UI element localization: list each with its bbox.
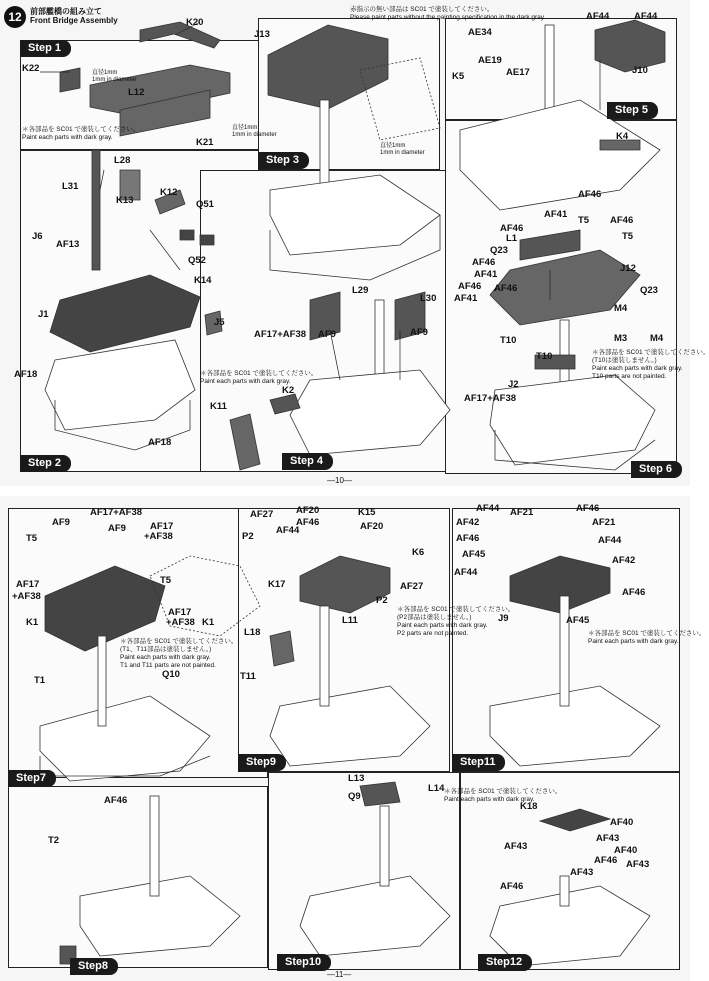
part-label: L13 — [348, 773, 365, 784]
part-label: L11 — [342, 615, 358, 626]
step6-paint-note: ＊各部品を SC01 で塗装してください。 (T10は塗装しません。) Paint each parts with dark gray. T10 parts are not painted. — [592, 349, 709, 380]
part-label: AF42 — [456, 517, 480, 528]
part-label: AF41 — [454, 293, 478, 304]
part-label: AF46 — [500, 881, 524, 892]
step1-paint-note: ＊各部品を SC01 で塗装してください。 Paint each parts with dark gray. — [22, 126, 140, 141]
part-label: J13 — [254, 29, 270, 40]
part-label: AF21 — [510, 507, 534, 518]
part-label: K18 — [520, 801, 538, 812]
part-label: P2 — [242, 531, 254, 542]
part-label: AF46 — [456, 533, 480, 544]
part-label: L28 — [114, 155, 131, 166]
diameter-note-2: 直径1mm 1mm in diameter — [232, 125, 277, 138]
part-label: +AF38 — [166, 617, 195, 628]
part-label: AF46 — [576, 503, 600, 514]
part-label: T1 — [34, 675, 46, 686]
part-label: Q23 — [490, 245, 508, 256]
step10-paint-note: ＊各部品を SC01 で塗装してください。 Paint each parts with dark gray. — [444, 788, 562, 803]
part-label: J2 — [508, 379, 519, 390]
bottom-page-drawings — [0, 496, 690, 981]
diameter-note-1: 直径1mm 1mm in diameter — [92, 70, 137, 83]
part-label: L18 — [244, 627, 261, 638]
part-label: AF18 — [148, 437, 172, 448]
part-label: AF9 — [108, 523, 126, 534]
part-label: AF44 — [598, 535, 622, 546]
step-4-badge: Step 4 — [282, 453, 333, 470]
step11-paint-note: ＊各部品を SC01 で塗装してください。 Paint each parts with dark gray. — [588, 630, 706, 645]
part-label: L30 — [420, 293, 437, 304]
part-label: AF43 — [570, 867, 594, 878]
part-label: AF9 — [52, 517, 70, 528]
part-label: AF40 — [610, 817, 634, 828]
part-label: AF17+AF38 — [254, 329, 307, 340]
step-7-badge: Step7 — [8, 770, 56, 787]
part-label: T5 — [160, 575, 172, 586]
step9-paint-note: ＊各部品を SC01 で塗装してください。 (P2部品は塗装しません。) Paint each parts with dark gray. P2 parts are not painted. — [397, 606, 515, 637]
part-label: AF46 — [494, 283, 518, 294]
part-label: AF41 — [474, 269, 498, 280]
part-label: L12 — [128, 87, 145, 98]
part-label: K17 — [268, 579, 286, 590]
part-label: M3 — [614, 333, 628, 344]
step-8-badge: Step8 — [70, 958, 118, 975]
step-12-badge: Step12 — [478, 954, 532, 971]
part-label: AF44 — [586, 11, 610, 22]
part-label: AF43 — [596, 833, 620, 844]
part-label: AF43 — [504, 841, 528, 852]
part-label: T11 — [240, 671, 256, 682]
part-label: AF42 — [612, 555, 636, 566]
part-label: AF44 — [276, 525, 300, 536]
section-title-jp: 前部艦橋の組み立て — [30, 7, 102, 16]
part-label: K15 — [358, 507, 376, 518]
part-label: L29 — [352, 285, 369, 296]
step-1-badge: Step 1 — [20, 40, 71, 57]
part-label: J10 — [632, 65, 648, 76]
part-label: AF43 — [626, 859, 650, 870]
part-label: J6 — [32, 231, 43, 242]
step-9-badge: Step9 — [238, 754, 286, 771]
instruction-page-10 — [0, 0, 709, 486]
part-label: K22 — [22, 63, 40, 74]
part-label: AF27 — [400, 581, 424, 592]
part-label: AE34 — [468, 27, 492, 38]
part-label: AF46 — [104, 795, 128, 806]
part-label: K5 — [452, 71, 465, 82]
part-label: K21 — [196, 137, 214, 148]
part-label: AF46 — [296, 517, 320, 528]
part-label: L14 — [428, 783, 445, 794]
part-label: T5 — [578, 215, 590, 226]
step-2-badge: Step 2 — [20, 455, 71, 472]
part-label: Q52 — [188, 255, 206, 266]
part-label: L31 — [62, 181, 79, 192]
section-number-badge: 12 — [4, 6, 26, 28]
page-number: —11— — [327, 970, 352, 979]
part-label: J1 — [38, 309, 49, 320]
part-label: K6 — [412, 547, 425, 558]
part-label: K4 — [616, 131, 629, 142]
part-label: AF17 — [16, 579, 40, 590]
part-label: AE19 — [478, 55, 502, 66]
part-label: AF17 — [150, 521, 174, 532]
part-label: AF9 — [410, 327, 428, 338]
part-label: AF20 — [360, 521, 384, 532]
step-6-badge: Step 6 — [631, 461, 682, 478]
part-label: AF46 — [594, 855, 618, 866]
part-label: AF9 — [318, 329, 336, 340]
diameter-note-3: 直径1mm 1mm in diameter — [380, 143, 425, 156]
part-label: Q23 — [640, 285, 658, 296]
step-10-badge: Step10 — [277, 954, 331, 971]
instruction-page-11 — [0, 496, 706, 981]
part-label: AF45 — [566, 615, 590, 626]
part-label: AF17+AF38 — [90, 507, 143, 518]
part-label: AE17 — [506, 67, 530, 78]
part-label: AF41 — [544, 209, 568, 220]
part-label: J12 — [620, 263, 636, 274]
part-label: Q9 — [348, 791, 361, 802]
part-label: AF44 — [454, 567, 478, 578]
part-label: AF27 — [250, 509, 274, 520]
part-label: AF46 — [622, 587, 646, 598]
part-label: M4 — [614, 303, 628, 314]
part-label: AF46 — [610, 215, 634, 226]
part-label: AF17+AF38 — [464, 393, 517, 404]
part-label: AF17 — [168, 607, 192, 618]
part-label: T10 — [500, 335, 517, 346]
part-label: +AF38 — [144, 531, 173, 542]
part-label: AF20 — [296, 505, 320, 516]
part-label: AF46 — [578, 189, 602, 200]
step-3-badge: Step 3 — [258, 152, 309, 169]
part-label: K1 — [26, 617, 39, 628]
part-label: AF45 — [462, 549, 486, 560]
part-label: AF46 — [458, 281, 482, 292]
part-label: P2 — [376, 595, 388, 606]
part-label: K20 — [186, 17, 204, 28]
part-label: K14 — [194, 275, 212, 286]
part-label: T2 — [48, 835, 60, 846]
section-title-en: Front Bridge Assembly — [30, 16, 118, 25]
part-label: +AF38 — [12, 591, 41, 602]
part-label: K2 — [282, 385, 295, 396]
part-label: AF21 — [592, 517, 616, 528]
part-label: AF18 — [14, 369, 38, 380]
part-label: T5 — [26, 533, 38, 544]
part-label: K13 — [116, 195, 134, 206]
step7-paint-note: ＊各部品を SC01 で塗装してください。 (T1、T11部品は塗装しません。) Paint each parts with dark gray. T1 and T11 parts are not painted. — [120, 638, 238, 669]
part-label: J5 — [214, 317, 225, 328]
part-label: M4 — [650, 333, 664, 344]
part-label: AF13 — [56, 239, 80, 250]
step-5-badge: Step 5 — [607, 102, 658, 119]
part-label: J9 — [498, 613, 509, 624]
part-label: T5 — [622, 231, 634, 242]
part-label: Q10 — [162, 669, 180, 680]
part-label: L1 — [506, 233, 518, 244]
step-11-badge: Step11 — [452, 754, 505, 771]
part-label: T10 — [536, 351, 553, 362]
paint-note-top: 赤指示の無い部品は SC01 で塗装してください。 Please paint parts without the painting specification in the dark gray. — [350, 6, 546, 21]
part-label: Q51 — [196, 199, 214, 210]
part-label: AF44 — [476, 503, 500, 514]
part-label: K12 — [160, 187, 178, 198]
part-label: K11 — [210, 401, 227, 412]
step2-paint-note: ＊各部品を SC01 で塗装してください。 Paint each parts with dark gray. — [200, 370, 318, 385]
page-number: —10— — [327, 476, 352, 485]
part-label: AF40 — [614, 845, 638, 856]
part-label: AF46 — [500, 223, 524, 234]
part-label: AF44 — [634, 11, 658, 22]
part-label: K1 — [202, 617, 215, 628]
part-label: AF46 — [472, 257, 496, 268]
page-separator — [0, 486, 690, 496]
